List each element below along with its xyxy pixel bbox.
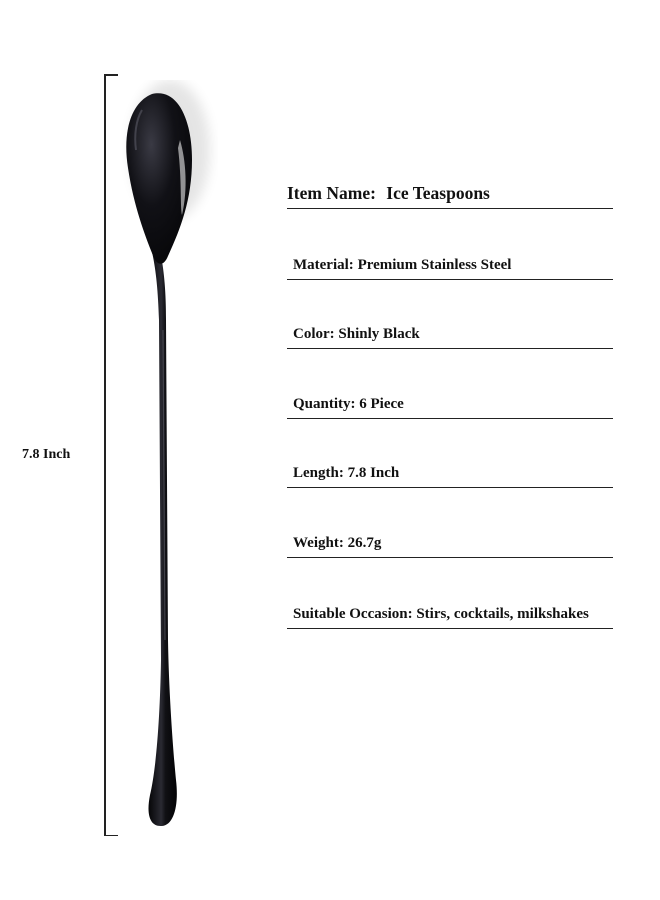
spec-label: Material: — [293, 257, 354, 273]
spec-value: 7.8 Inch — [347, 465, 400, 481]
spec-quantity — [287, 395, 613, 419]
spec-item-name — [287, 183, 613, 209]
spec-suitable-occasion — [287, 605, 613, 629]
length-dimension-label: 7.8 Inch — [22, 447, 71, 462]
spec-value: 26.7g — [347, 535, 382, 551]
spec-value: Ice Teaspoons — [386, 183, 490, 203]
spec-value: Shinly Black — [338, 326, 420, 342]
dimension-tick-top — [104, 74, 118, 76]
spec-label: Item Name: — [287, 183, 376, 203]
spec-label: Weight: — [293, 535, 344, 551]
spec-value: Stirs, cocktails, milkshakes — [416, 606, 589, 622]
spec-label: Quantity: — [293, 396, 356, 412]
spec-value: Premium Stainless Steel — [357, 257, 512, 273]
spoon-icon — [108, 80, 218, 840]
spec-weight — [287, 534, 613, 558]
spec-color — [287, 325, 613, 349]
spec-label: Color: — [293, 326, 335, 342]
spec-label: Length: — [293, 465, 344, 481]
spec-label: Suitable Occasion: — [293, 606, 413, 622]
spec-length — [287, 464, 613, 488]
spec-material — [287, 256, 613, 280]
dimension-line — [104, 74, 106, 836]
spec-value: 6 Piece — [359, 396, 404, 412]
